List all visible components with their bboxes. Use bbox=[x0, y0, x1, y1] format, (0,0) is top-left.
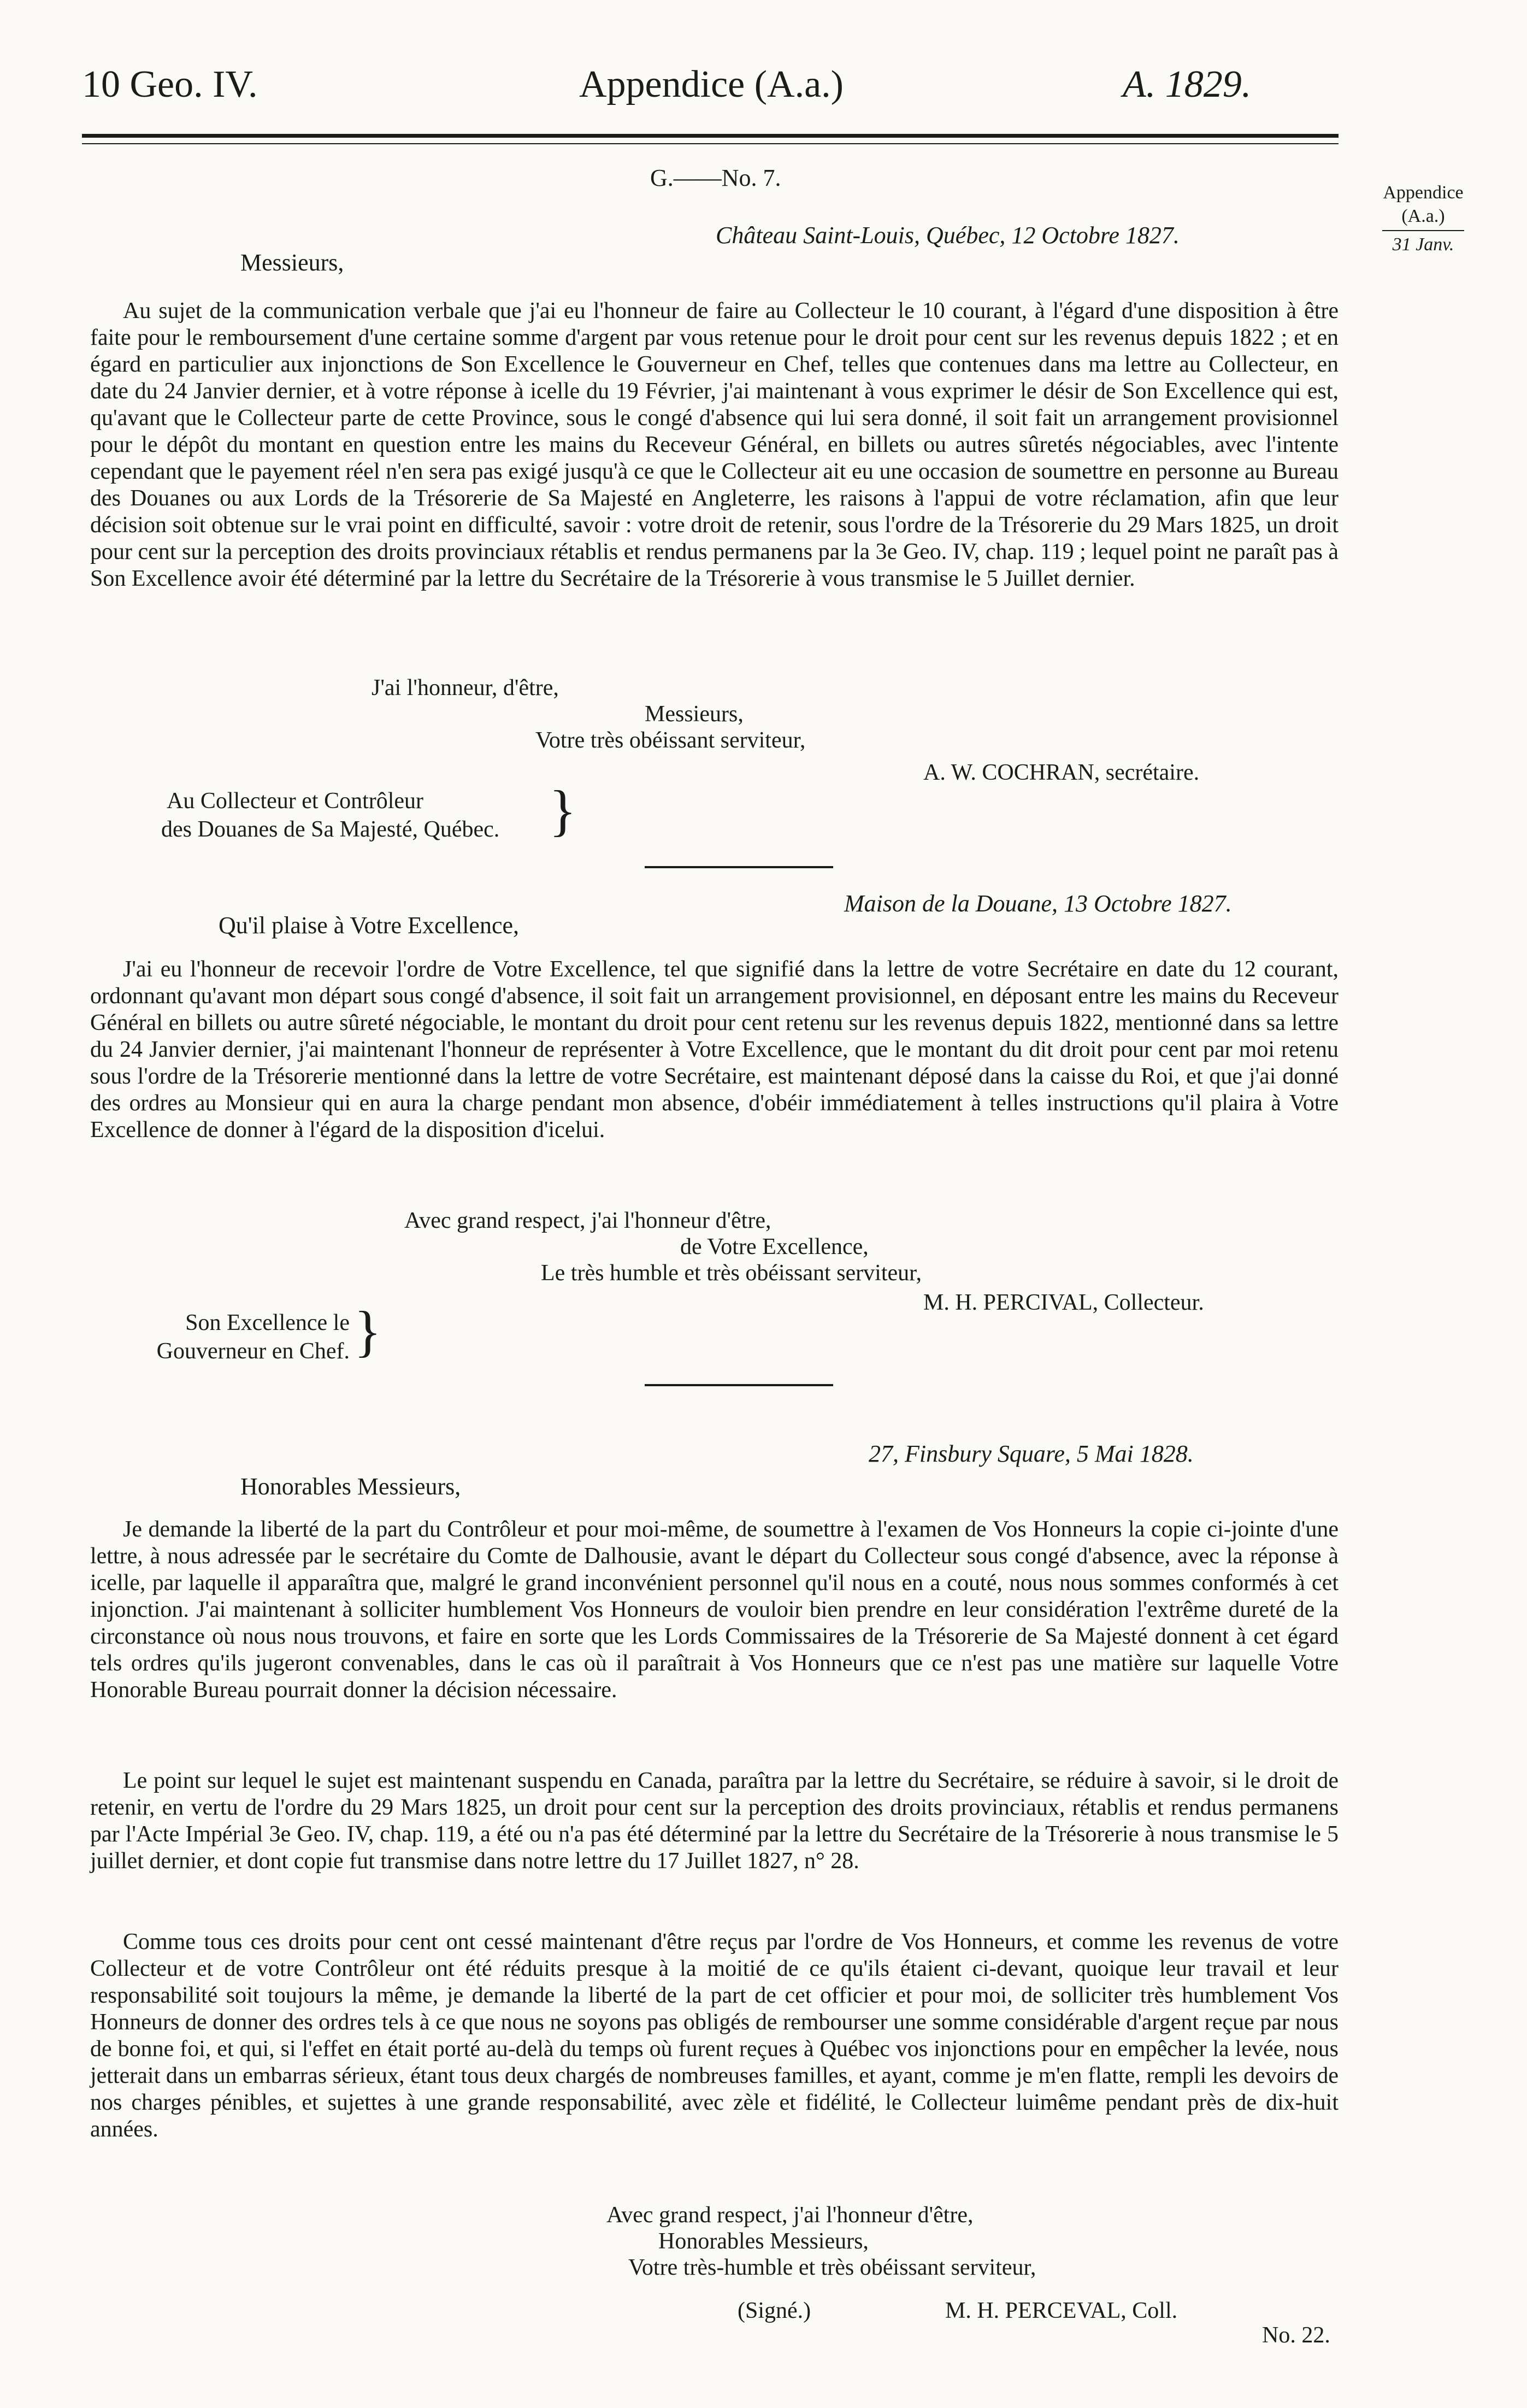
letter2-addressee bbox=[109, 1309, 350, 1365]
letter1-signature: A. W. COCHRAN, secrétaire. bbox=[923, 760, 1200, 785]
separator-2 bbox=[645, 1384, 833, 1386]
page-number: No. 22. bbox=[1262, 2323, 1330, 2348]
letter2-addressee-line1: Son Excellence le bbox=[185, 1310, 350, 1335]
margin-note bbox=[1355, 181, 1491, 257]
letter1-body: Au sujet de la communication verbale que j'ai eu l'honneur de faire au Collecteur le 10 courant, à l'égard d'une disposition à être faite pour le remboursement d'une certaine somme d'argent par vous retenue pour le droit pour cent sur les revenus depuis 1822 ; et en égard en particulier aux injonctions de Son Excellence le Gouverneur en Chef, telles que contenues dans ma lettre au Collecteur, en date du 24 Janvier dernier, et à votre réponse à icelle du 19 Février, j'ai maintenant à vous exprimer le désir de Son Excellence qui est, qu'avant que le Collecteur parte de cette Province, sous le congé d'absence qui lui sera donné, il soit fait un arrangement provisionnel pour le dépôt du montant en question entre les mains du Receveur Général, en billets ou autres sûretés négociables, avec l'intente cependant que le payement réel n'en sera pas exigé jusqu'à ce que le Collecteur ait eu une occasion de soumettre en personne au Bureau des Douanes ou aux Lords de la Trésorerie de Sa Majesté en Angleterre, les raisons à l'appui de votre réclamation, afin que leur décision soit obtenue sur le vrai point en difficulté, savoir : votre droit de retenir, sous l'ordre de la Trésorerie du 29 Mars 1825, un droit pour cent sur la perception des droits provinciaux rétablis et rendus permanens par la 3e Geo. IV, chap. 119 ; lequel point ne paraît pas à Son Excellence avoir été déterminé par la lettre du Secrétaire de la Trésorerie à vous transmise le 5 Juillet dernier. bbox=[90, 298, 1339, 591]
header-rule-thin bbox=[82, 143, 1339, 144]
header-year: A. 1829. bbox=[1123, 63, 1252, 105]
letter3-paragraph-3: Comme tous ces droits pour cent ont cessé maintenant d'être reçus par l'ordre de Vos Honneurs, et comme les revenus de votre Collecteur et de votre Contrôleur ont été réduits presque à la moitié de ce qu'ils étaient ci-devant, quoique leur travail et leur responsabilité soit toujours la même, je demande la liberté de la part de cet officier et pour moi, de solliciter très humblement Vos Honneurs de donner des ordres tels à ce que nous ne soyons pas obligés de rembourser une somme considérable d'argent reçue par nous de bonne foi, et qui, si l'effet en était porté au-delà du temps où furent reçues à Québec vos injonctions pour en empêcher la levée, nous jetterait dans un embarras sérieux, étant tous deux chargés de nombreuses familles, et ayant, comme je m'en flatte, rempli les devoirs de nos charges pénibles, et sujettes à une grande responsabilité, avec zèle et fidélité, le Collecteur luimême pendant près de dix-huit années. bbox=[90, 1929, 1339, 2142]
letter1-addressee-brace: } bbox=[549, 779, 576, 842]
letter1-closing-2: Messieurs, bbox=[645, 702, 744, 727]
header-session: 10 Geo. IV. bbox=[82, 63, 258, 105]
letter2-addressee-line2: Gouverneur en Chef. bbox=[156, 1339, 350, 1364]
margin-appendix-code: (A.a.) bbox=[1401, 205, 1445, 226]
letter1-ref: G.——No. 7. bbox=[650, 164, 781, 191]
letter1-salutation: Messieurs, bbox=[240, 249, 344, 276]
letter2-signature: M. H. PERCIVAL, Collecteur. bbox=[923, 1290, 1204, 1315]
letter2-place-date: Maison de la Douane, 13 Octobre 1827. bbox=[844, 890, 1232, 917]
letter3-signature: M. H. PERCEVAL, Coll. bbox=[945, 2298, 1178, 2323]
letter1-addressee-line1: Au Collecteur et Contrôleur bbox=[167, 788, 424, 814]
letter3-salutation: Honorables Messieurs, bbox=[240, 1473, 461, 1500]
letter1-addressee-line2: des Douanes de Sa Majesté, Québec. bbox=[161, 817, 500, 842]
letter2-closing-2: de Votre Excellence, bbox=[680, 1234, 869, 1259]
letter3-place-date: 27, Finsbury Square, 5 Mai 1828. bbox=[869, 1440, 1194, 1467]
letter1-addressee bbox=[161, 787, 499, 844]
letter2-closing-3: Le très humble et très obéissant serviteur, bbox=[541, 1261, 922, 1286]
letter2-closing-1: Avec grand respect, j'ai l'honneur d'être, bbox=[404, 1208, 771, 1233]
header-appendix: Appendice (A.a.) bbox=[579, 63, 844, 105]
letter1-closing-1: J'ai l'honneur, d'être, bbox=[372, 675, 559, 700]
letter2-body: J'ai eu l'honneur de recevoir l'ordre de Votre Excellence, tel que signifié dans la lettre de votre Secrétaire en date du 12 courant, ordonnant qu'avant mon départ sous congé d'absence, il soit fait un arrangement provisionnel, en déposant entre les mains du Receveur Général en billets ou autre sûreté négociable, le montant du droit pour cent retenu sur les revenus depuis 1822, mentionné dans sa lettre du 24 Janvier dernier, j'ai maintenant l'honneur de représenter à Votre Excellence, que le montant du dit droit pour cent par moi retenu sous l'ordre de la Trésorerie mentionné dans la lettre de votre Secrétaire, est maintenant déposé dans la caisse du Roi, et que j'ai donné des ordres au Monsieur qui en aura la charge pendant mon absence, d'obéir immédiatement à telles instructions qu'il plaira à Votre Excellence de donner à l'égard de la disposition d'icelui. bbox=[90, 957, 1339, 1143]
letter3-closing-2: Honorables Messieurs, bbox=[658, 2229, 869, 2254]
letter3-closing-3: Votre très-humble et très obéissant serviteur, bbox=[628, 2255, 1036, 2280]
letter2-addressee-brace: } bbox=[354, 1300, 381, 1363]
letter1-place-date: Château Saint-Louis, Québec, 12 Octobre 1827. bbox=[716, 222, 1180, 249]
margin-date: 31 Janv. bbox=[1392, 234, 1454, 255]
header-rule-thick bbox=[82, 134, 1339, 138]
separator-1 bbox=[645, 866, 833, 868]
margin-appendix: Appendice bbox=[1383, 182, 1464, 203]
letter3-closing-1: Avec grand respect, j'ai l'honneur d'être, bbox=[606, 2203, 974, 2228]
letter2-salutation: Qu'il plaise à Votre Excellence, bbox=[219, 912, 519, 939]
letter3-paragraph-1: Je demande la liberté de la part du Contrôleur et pour moi-même, de soumettre à l'examen de Vos Honneurs la copie ci-jointe d'une lettre, à nous adressée par le secrétaire du Comte de Dalhousie, avant le départ du Collecteur sous congé d'absence, avec la réponse à icelle, par laquelle il apparaîtra que, malgré le grand inconvénient personnel qu'il nous en a couté, nous nous sommes conformés à cet injonction. J'ai maintenant à solliciter humblement Vos Honneurs de vouloir bien prendre en leur considération l'extrême dureté de la circonstance où nous nous trouvons, et faire en sorte que les Lords Commissaires de la Trésorerie de Sa Majesté donnent à cet égard tels ordres qu'ils jugeront convenables, dans le cas où il paraîtrait à Vos Honneurs que ce n'est pas une matière sur laquelle Votre Honorable Bureau pourrait donner la décision nécessaire. bbox=[90, 1517, 1339, 1703]
letter3-signe: (Signé.) bbox=[738, 2298, 811, 2323]
margin-brace bbox=[1382, 230, 1464, 231]
letter3-paragraph-2: Le point sur lequel le sujet est maintenant suspendu en Canada, paraîtra par la lettre du Secrétaire, se réduire à savoir, si le droit de retenir, en vertu de l'ordre du 29 Mars 1825, un droit pour cent sur la perception des droits provinciaux, rétablis et rendus permanens par l'Acte Impérial 3e Geo. IV, chap. 119, a été ou n'a pas été déterminé par la lettre du Secrétaire de la Trésorerie à nous transmise le 5 juillet dernier, et dont copie fut transmise dans notre lettre du 17 Juillet 1827, n° 28. bbox=[90, 1768, 1339, 1874]
letter1-closing-3: Votre très obéissant serviteur, bbox=[535, 728, 806, 753]
